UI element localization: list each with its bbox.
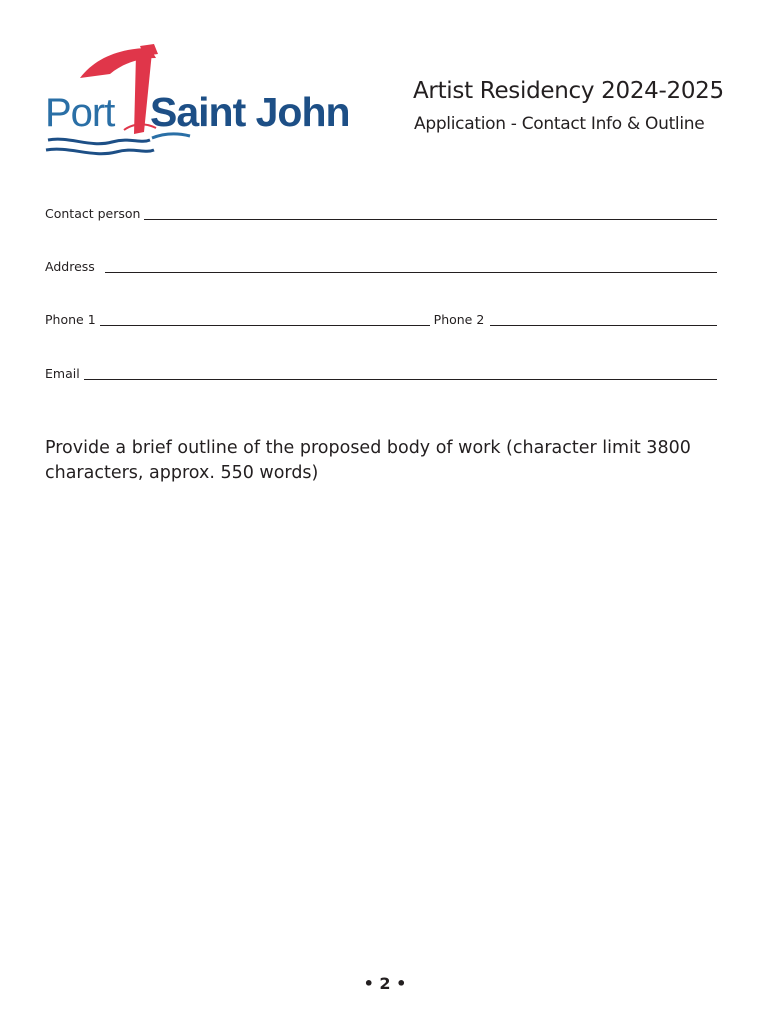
outline-text-area[interactable] — [45, 496, 717, 936]
phone-row — [45, 313, 717, 327]
phone2-label: Phone 2 — [433, 312, 485, 327]
contact-person-row — [45, 207, 717, 221]
contact-person-label: Contact person — [45, 206, 141, 221]
outline-prompt: Provide a brief outline of the proposed body of work (character limit 3800 characters, approx. 550 words) — [45, 438, 691, 483]
svg-text:Saint John: Saint John — [150, 89, 350, 135]
phone1-label: Phone 1 — [45, 312, 96, 327]
page-number: • 2 • — [363, 974, 407, 993]
svg-text:Port: Port — [45, 91, 115, 135]
phone2-field[interactable] — [490, 313, 717, 326]
email-label: Email — [45, 366, 80, 381]
email-field[interactable] — [84, 367, 717, 380]
email-row — [45, 367, 717, 381]
phone1-field[interactable] — [100, 313, 430, 326]
address-label: Address — [45, 259, 95, 274]
address-row — [45, 260, 717, 274]
document-subtitle: Application - Contact Info & Outline — [414, 114, 705, 134]
port-saint-john-logo-graphic — [40, 40, 370, 165]
document-title: Artist Residency 2024-2025 — [413, 78, 724, 104]
port-saint-john-logo — [40, 40, 370, 165]
contact-person-field[interactable] — [144, 207, 717, 220]
address-field[interactable] — [105, 260, 717, 273]
